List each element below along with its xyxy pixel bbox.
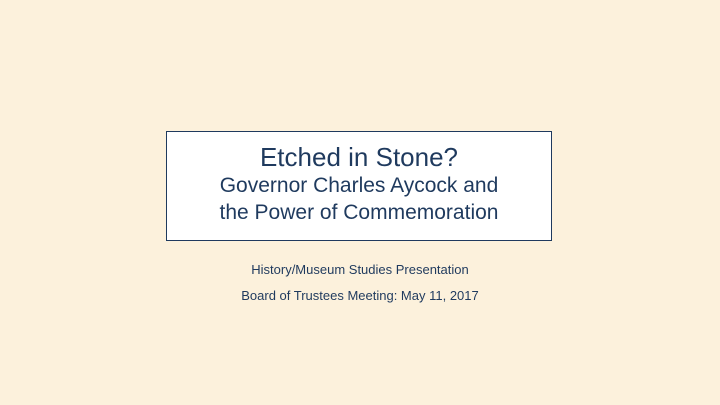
presentation-type-text: History/Museum Studies Presentation [251,262,469,277]
slide-subtitle-line-2: the Power of Commemoration [219,201,499,224]
slide-title: Etched in Stone? [259,142,459,172]
meeting-date-text: Board of Trustees Meeting: May 11, 2017 [241,288,479,303]
title-box [166,131,552,241]
slide-subtitle-line-1: Governor Charles Aycock and [219,174,499,197]
